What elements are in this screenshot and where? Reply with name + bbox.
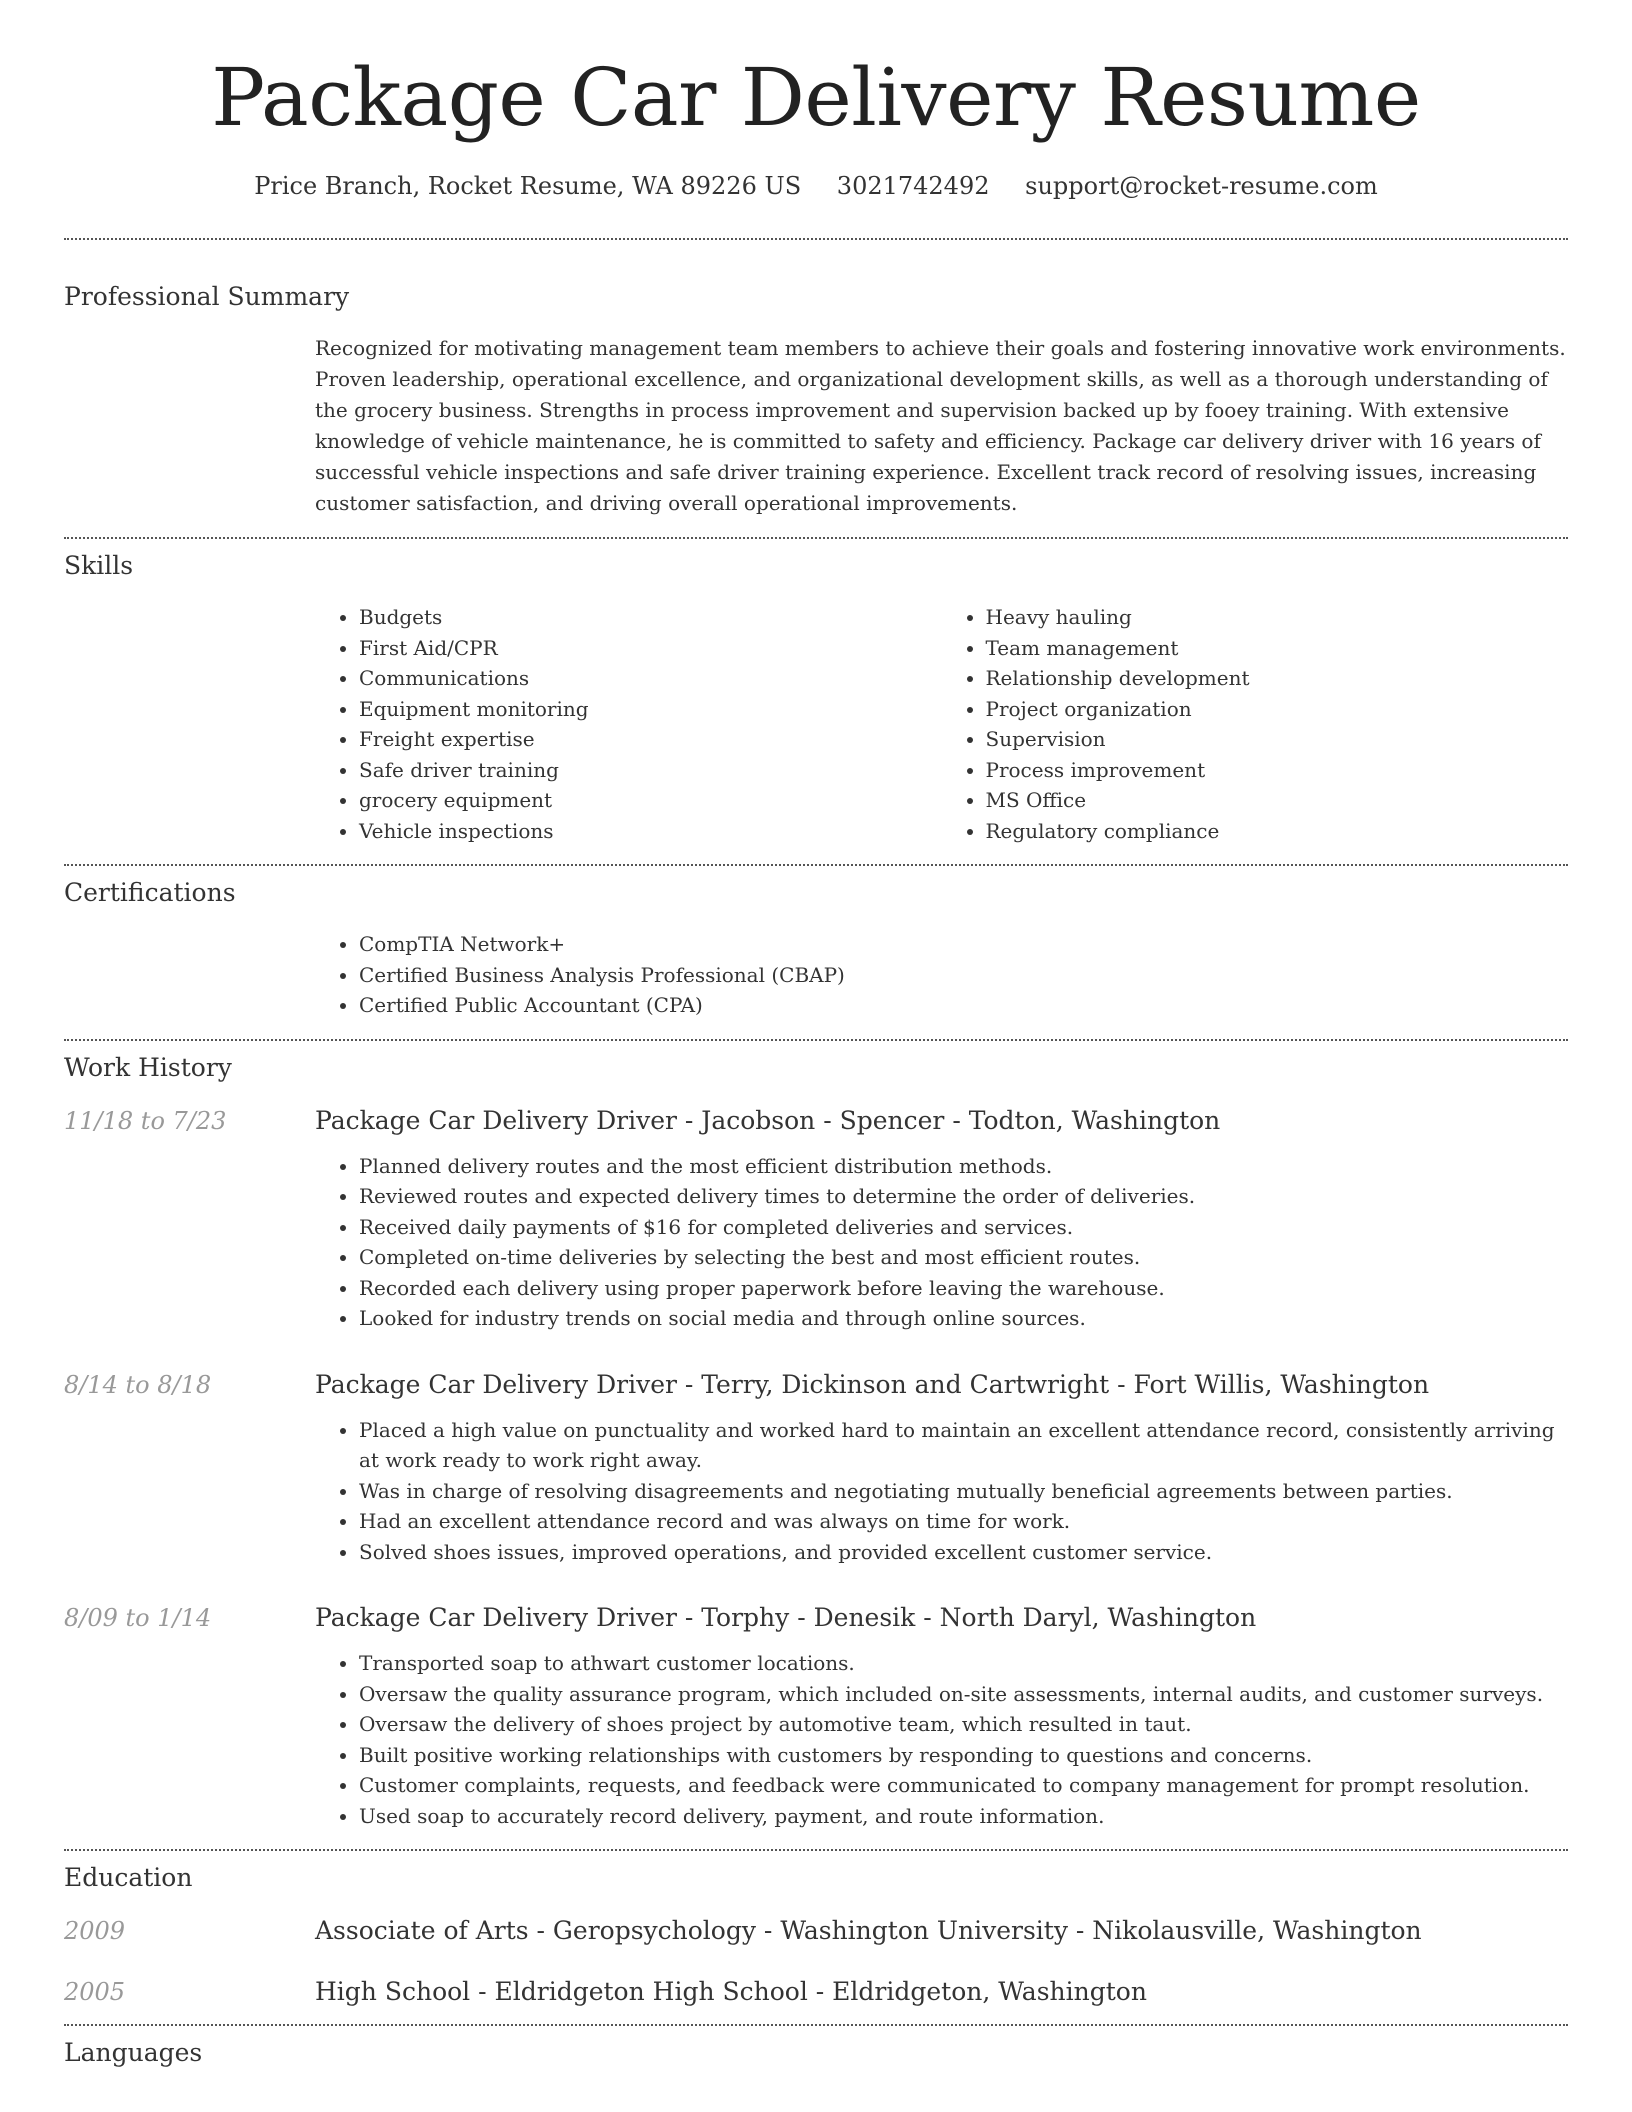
skill-item: • MS Office: [986, 785, 1569, 816]
work-heading: Package Car Delivery Driver - Terry, Dickinson and Cartwright - Fort Willis, Washington: [315, 1369, 1430, 1399]
skill-item: • Relationship development: [986, 663, 1569, 694]
skill-item: • Communications: [359, 663, 942, 694]
certification-item: • Certified Public Accountant (CPA): [359, 990, 1568, 1021]
education-year: 2009: [64, 1917, 126, 1945]
skill-item: • Project organization: [986, 694, 1569, 725]
work-heading: Package Car Delivery Driver - Jacobson - Spencer - Todton, Washington: [315, 1105, 1221, 1135]
work-dates: 11/18 to 7/23: [64, 1106, 227, 1135]
work-bullets: [315, 1415, 1568, 1568]
education-entry: [64, 1916, 1568, 1945]
skill-item: • Process improvement: [986, 755, 1569, 786]
work-bullet: • Oversaw the delivery of shoes project by automotive team, which resulted in taut.: [359, 1709, 1568, 1740]
section-title-summary: Professional Summary: [64, 282, 350, 311]
work-dates: 8/09 to 1/14: [64, 1604, 212, 1632]
section-title-skills: Skills: [64, 551, 134, 580]
skills-list-right: [942, 602, 1569, 846]
work-bullet: • Oversaw the quality assurance program, which included on-site assessments, internal audits, and customer surveys.: [359, 1679, 1568, 1710]
divider: [64, 238, 1568, 240]
skills-list-left: [315, 602, 942, 846]
work-bullets: [315, 1151, 1568, 1334]
skill-item: • Budgets: [359, 602, 942, 633]
work-bullet: • Completed on-time deliveries by selecting the best and most efficient routes.: [359, 1242, 1568, 1273]
work-bullet: • Solved shoes issues, improved operations, and provided excellent customer service.: [359, 1537, 1568, 1568]
divider: [64, 1849, 1568, 1851]
education-heading: High School - Eldridgeton High School - Eldridgeton, Washington: [315, 1977, 1147, 2006]
skill-item: • Vehicle inspections: [359, 816, 942, 847]
work-dates: 8/14 to 8/18: [64, 1370, 212, 1399]
skills-grid: [315, 602, 1568, 846]
contact-email[interactable]: support@rocket-resume.com: [1025, 172, 1378, 200]
section-title-languages: Languages: [64, 2038, 203, 2067]
certification-item: • Certified Business Analysis Professional (CBAP): [359, 960, 1568, 991]
summary-text: Recognized for motivating management team members to achieve their goals and fostering innovative work environments. Proven leadership, operational excellence, and organizational development skills, as well as a thorough understanding of the grocery business. Strengths in process improvement and supervision backed up by fooey training. With extensive knowledge of vehicle maintenance, he is committed to safety and efficiency. Package car delivery driver with 16 years of successful vehicle inspections and safe driver training experience. Excellent track record of resolving issues, increasing customer satisfaction, and driving overall operational improvements.: [315, 336, 1566, 515]
divider: [64, 1039, 1568, 1041]
contact-phone: 3021742492: [836, 172, 990, 200]
work-bullet: • Reviewed routes and expected delivery times to determine the order of deliveries.: [359, 1181, 1568, 1212]
work-heading: Package Car Delivery Driver - Torphy - Denesik - North Daryl, Washington: [315, 1603, 1257, 1632]
section-title-certifications: Certifications: [64, 878, 236, 907]
divider: [64, 537, 1568, 539]
work-entry: [64, 1370, 1568, 1568]
education-heading: Associate of Arts - Geropsychology - Washington University - Nikolausville, Washington: [315, 1916, 1422, 1945]
certifications-list: [315, 929, 1568, 1021]
divider: [64, 2024, 1568, 2026]
section-title-education: Education: [64, 1863, 193, 1892]
section-title-work: Work History: [64, 1052, 232, 1082]
skill-item: • Regulatory compliance: [986, 816, 1569, 847]
work-bullet: • Placed a high value on punctuality and worked hard to maintain an excellent attendance record, consistently arriving at work ready to work right away.: [359, 1415, 1568, 1476]
certification-item: • CompTIA Network+: [359, 929, 1568, 960]
divider: [64, 864, 1568, 866]
skill-item: • grocery equipment: [359, 785, 942, 816]
work-bullet: • Customer complaints, requests, and feedback were communicated to company management for prompt resolution.: [359, 1770, 1568, 1801]
skill-item: • Heavy hauling: [986, 602, 1569, 633]
resume-title: Package Car Delivery Resume: [211, 51, 1421, 144]
resume-page: [64, 0, 1568, 2067]
work-bullet: • Transported soap to athwart customer locations.: [359, 1648, 1568, 1679]
skill-item: • Freight expertise: [359, 724, 942, 755]
skill-item: • First Aid/CPR: [359, 633, 942, 664]
work-bullet: • Built positive working relationships with customers by responding to questions and concerns.: [359, 1740, 1568, 1771]
work-entry: [64, 1106, 1568, 1334]
work-bullet: • Planned delivery routes and the most efficient distribution methods.: [359, 1151, 1568, 1182]
skill-item: • Supervision: [986, 724, 1569, 755]
certifications-block: [315, 929, 1568, 1021]
work-bullet: • Looked for industry trends on social media and through online sources.: [359, 1303, 1568, 1334]
skill-item: • Equipment monitoring: [359, 694, 942, 725]
work-bullet: • Recorded each delivery using proper paperwork before leaving the warehouse.: [359, 1273, 1568, 1304]
education-year: 2005: [64, 1978, 126, 2006]
work-entry: [64, 1603, 1568, 1831]
work-bullet: • Had an excellent attendance record and was always on time for work.: [359, 1506, 1568, 1537]
contact-line: [64, 172, 1568, 200]
work-bullets: [315, 1648, 1568, 1831]
contact-address: Price Branch, Rocket Resume, WA 89226 US: [254, 172, 802, 200]
work-bullet: • Received daily payments of $16 for completed deliveries and services.: [359, 1212, 1568, 1243]
summary-block: [315, 333, 1568, 519]
skill-item: • Safe driver training: [359, 755, 942, 786]
work-bullet: • Was in charge of resolving disagreements and negotiating mutually beneficial agreements between parties.: [359, 1476, 1568, 1507]
skill-item: • Team management: [986, 633, 1569, 664]
work-bullet: • Used soap to accurately record delivery, payment, and route information.: [359, 1801, 1568, 1832]
education-entry: [64, 1977, 1568, 2006]
